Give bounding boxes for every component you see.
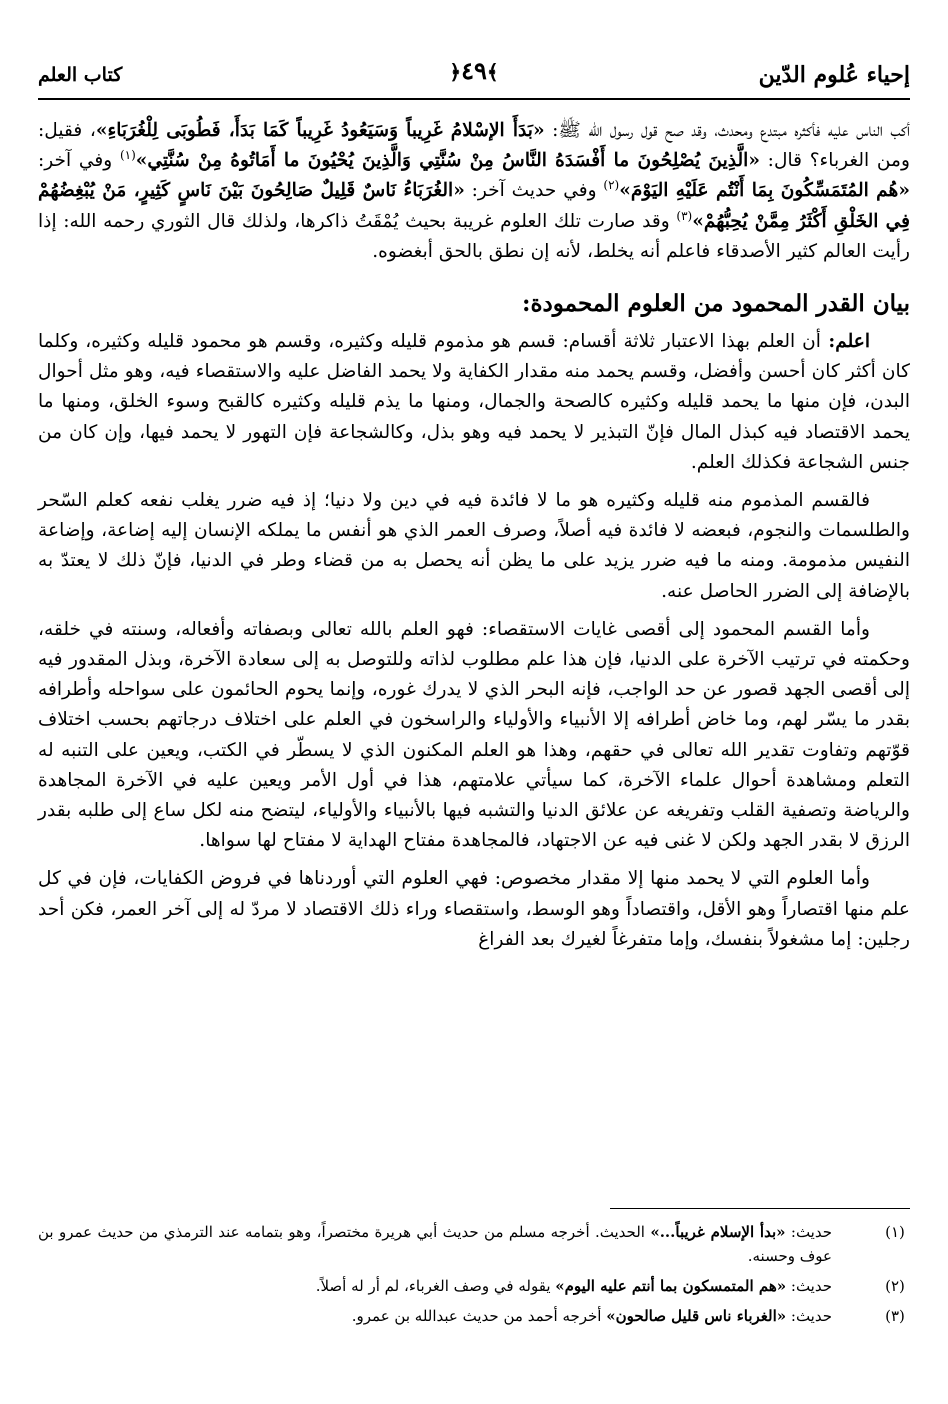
text-run: أن العلم بهذا الاعتبار ثلاثة أقسام: قسم هو مذموم قليله وكثيره، وقسم هو محمود قليله وكثيره، وكلما كان أكثر كان أحسن وأفضل، وقسم يحمد منه مقدار الكفاية ولا يحمد الفاضل عليه والاستقصاء فيه، وهو مثل أحوال البدن، فإن منها ما يحمد قليله وكثيره كالصحة والجمال، ومنها ما يذم قليله وكثيره كالقبح وسوء الخلق، ومنها ما يحمد الاقتصاد فيه كبذل المال فإنّ التبذير لا يحمد فيه وهو بذل، وكالشجاعة فإن التهور لا يحمد فيها، وإن كان من جنس الشجاعة فكذلك العلم.: [38, 331, 910, 473]
footnotes: [38, 1220, 910, 1334]
hadith-quote: «بَدَأَ الإسْلامُ غَرِيباً وَسَيَعُودُ غَرِيباً كَمَا بَدَأَ، فَطُوبَى لِلْغُرَبَاءِ»: [95, 120, 545, 141]
text-run: حديث:: [786, 1277, 832, 1295]
page-number-value: ٤٩: [461, 56, 487, 85]
page-number: [449, 56, 498, 85]
footnote-item: [38, 1220, 910, 1268]
text-run: يقوله في وصف الغرباء، لم أر له أصلاً.: [315, 1277, 556, 1295]
text-run: وفي آخر:: [38, 150, 120, 172]
section-paragraph: وأما العلوم التي لا يحمد منها إلا مقدار مخصوص: فهي العلوم التي أوردناها في فروض الكفايات، فإن في كل علم منها اقتصاراً وهو الأقل، واقتصاداً وهو الوسط، واستقصاء وراء ذلك الاقتصاد لا مردّ له إلى آخر العمر، فكن أحد رجلين: إما مشغولاً بنفسك، وإما متفرغاً لغيرك بعد الفراغ: [38, 868, 910, 950]
text-run: وقد صارت تلك العلوم غريبة بحيث يُمْقَتُ ذاكرها، ولذلك قال الثوري رحمه الله: إذا رأيت العالم كثير الأصدقاء فاعلم أنه يخلط، لأنه إن نطق بالحق أبغضوه.: [38, 210, 910, 262]
main-text: [38, 116, 910, 955]
footnote-ref[interactable]: (١): [119, 148, 136, 163]
footnote-item: [38, 1274, 910, 1298]
paragraph-lead: اعلم:: [820, 331, 870, 353]
footnote-number: (٢): [885, 1277, 905, 1295]
text-run: ، فقيل: ومن الغرباء؟ قال:: [38, 120, 910, 172]
text-run: حديث:: [786, 1307, 832, 1325]
footnote-quote: «الغرباء ناس قليل صالحون»: [606, 1307, 787, 1325]
ornament-left-icon: ﴿: [449, 60, 462, 84]
text-run: أخرجه أحمد من حديث عبدالله بن عمرو.: [351, 1307, 607, 1325]
book-title: إحياء عُلوم الدّين: [758, 62, 910, 88]
hadith-quote: «هُم المُتَمَسِّكُونَ بِمَا أَنْتُم عَلَيْهِ اليَوْمَ»: [619, 180, 910, 202]
footnote-ref[interactable]: (٢): [603, 178, 620, 193]
text-run: حديث:: [785, 1223, 833, 1241]
hadith-quote: «الغُرَبَاءُ نَاسٌ قَلِيلٌ صَالِحُونَ بَيْنَ نَاسٍ كَثِيرٍ، مَنْ يُبْغِضُهُمْ فِي الخَلْقِ أَكْثَرُ مِمَّنْ يُحِبُّهُمْ»: [38, 180, 910, 232]
chapter-title: كتاب العلم: [38, 64, 123, 86]
ornament-right-icon: ﴾: [486, 60, 499, 84]
intro-paragraph: [38, 116, 910, 267]
footnote-divider: [610, 1208, 910, 1209]
section-paragraph: فالقسم المذموم منه قليله وكثيره هو ما لا فائدة فيه في دين ولا دنيا؛ إذ فيه ضرر يغلب نفعه كعلم السّحر والطلسمات والنجوم، فبعضه لا فائدة فيه أصلاً، وصرف العمر الذي هو أنفس ما يملكه الإنسان إليه إضاعة، وإضاعة النفيس مذمومة. ومنه ما فيه ضرر يزيد على ما يظن أنه يحصل به من قضاء وطر في الدنيا، فإنّ ذلك لا يعتدّ به بالإضافة إلى الضرر الحاصل عنه.: [38, 490, 910, 602]
hadith-quote: «الَّذِينَ يُصْلِحُونَ ما أَفْسَدَهُ النَّاسُ مِنْ سُنَّتِي وَالَّذِينَ يُحْيُونَ ما أَمَاتُوهُ مِنْ سُنَّتِي»: [135, 150, 760, 172]
footnote-item: [38, 1304, 910, 1328]
footnote-text: [352, 1307, 832, 1325]
footnote-number: (٣): [885, 1307, 905, 1325]
footnote-number: (١): [885, 1223, 905, 1241]
footnote-ref[interactable]: (٣): [676, 208, 693, 223]
footnote-quote: «بدأ الإسلام غريباً...»: [650, 1223, 786, 1241]
text-run: أكب الناس عليه فأكثره مبتدع ومحدث، وقد صح قول رسول الله ﷺ:: [544, 120, 910, 141]
section-paragraph: وأما القسم المحمود إلى أقصى غايات الاستقصاء: فهو العلم بالله تعالى وبصفاته وأفعاله، وسنته في خلقه، وحكمته في ترتيب الآخرة على الدنيا، فإن هذا علم مطلوب لذاته وللتوصل به إلى سعادة الآخرة، وبذل المقدور فيه إلى أقصى الجهد قصور عن حد الواجب، فإنه البحر الذي لا يدرك غوره، وإنما يحوم الحائمون على سواحله وأطرافه بقدر ما يسّر لهم، وما خاض أطرافه إلا الأنبياء والأولياء والراسخون في العلم على اختلاف درجاتهم بحسب اختلاف قوّتهم وتفاوت تقدير الله تعالى في حقهم، وهذا هو العلم المكنون الذي لا يسطّر في الكتب، ويعين على التنبه له التعلم ومشاهدة أحوال علماء الآخرة، كما سيأتي علامتهم، هذا في أول الأمر ويعين عليه في الآخرة المجاهدة والرياضة وتصفية القلب وتفريغه عن علائق الدنيا والتشبه فيها بالأنبياء والأولياء، ليتضح منه لكل ساع إلى طلبه بقدر الرزق لا بقدر الجهد ولكن لا غنى فيه عن الاجتهاد، فالمجاهدة مفتاح الهداية لا مفتاح لها سواها.: [38, 618, 910, 852]
text-run: الحديث. أخرجه مسلم من حديث أبي هريرة مختصراً، وهو بتمامه عند الترمذي من حديث عمرو بن عوف وحسنه.: [38, 1223, 832, 1265]
text-run: وفي حديث آخر:: [464, 180, 604, 202]
footnote-quote: «هم المتمسكون بما أنتم عليه اليوم»: [555, 1277, 787, 1295]
footnote-text: [38, 1223, 832, 1265]
section-heading: بيان القدر المحمود من العلوم المحمودة:: [521, 290, 910, 318]
section-paragraph: [38, 327, 910, 478]
page-header: [38, 52, 910, 100]
footnote-text: [316, 1277, 832, 1295]
